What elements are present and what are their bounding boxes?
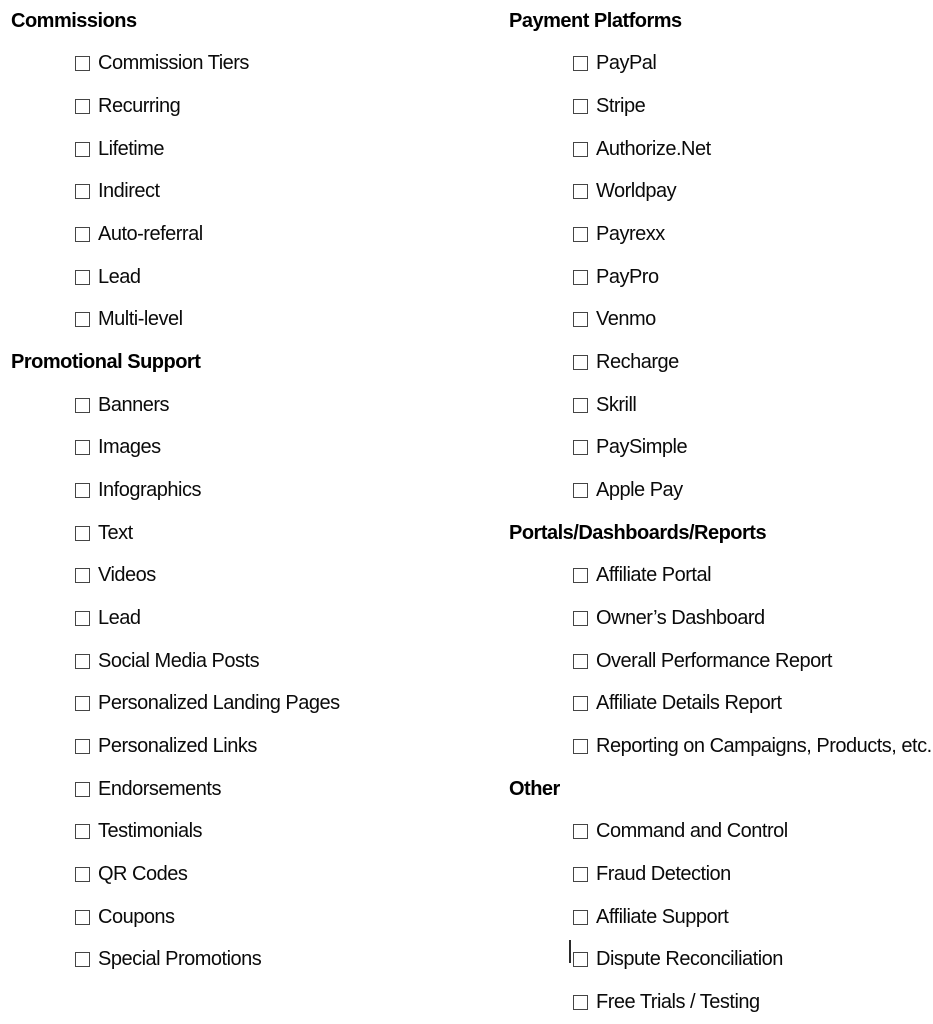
- checkbox-row: [509, 128, 933, 171]
- checkbox-row: [509, 341, 933, 384]
- checkbox-label: Command and Control: [596, 820, 788, 843]
- checkbox-row: [11, 810, 466, 853]
- checkbox-row: [509, 427, 933, 470]
- checkbox[interactable]: [75, 568, 90, 583]
- checkbox-label: Infographics: [98, 479, 201, 502]
- section-header: [509, 0, 933, 43]
- checkbox-label: Affiliate Portal: [596, 564, 712, 587]
- checkbox[interactable]: [573, 952, 588, 967]
- section-title: Other: [509, 777, 560, 800]
- column-left: [11, 0, 466, 981]
- checkbox-row: [11, 384, 466, 427]
- checkbox[interactable]: [75, 184, 90, 199]
- checkbox-label: Personalized Links: [98, 734, 257, 757]
- checkbox-row: [509, 810, 933, 853]
- section-header: [509, 768, 933, 811]
- checkbox[interactable]: [75, 739, 90, 754]
- checkbox[interactable]: [573, 654, 588, 669]
- checkbox-row: [509, 43, 933, 86]
- checkbox-row: [11, 256, 466, 299]
- checkbox[interactable]: [573, 739, 588, 754]
- checkbox-label: Multi-level: [98, 308, 183, 331]
- checkbox-label: Lead: [98, 265, 141, 288]
- checkbox-label: Apple Pay: [596, 479, 683, 502]
- section-header: [11, 0, 466, 43]
- checkbox-label: Owner’s Dashboard: [596, 607, 765, 630]
- checkbox-label: Payrexx: [596, 223, 665, 246]
- checkbox-row: [509, 896, 933, 939]
- checkbox[interactable]: [75, 398, 90, 413]
- checkbox[interactable]: [75, 696, 90, 711]
- checkbox[interactable]: [75, 526, 90, 541]
- checkbox[interactable]: [75, 654, 90, 669]
- checkbox-row: [11, 299, 466, 342]
- checkbox-label: Testimonials: [98, 820, 203, 843]
- checkbox-row: [11, 43, 466, 86]
- checkbox-label: Coupons: [98, 905, 175, 928]
- checkbox-row: [509, 725, 933, 768]
- checkbox[interactable]: [75, 227, 90, 242]
- section-title: Portals/Dashboards/Reports: [509, 521, 767, 544]
- checkbox[interactable]: [75, 483, 90, 498]
- checkbox[interactable]: [573, 142, 588, 157]
- checkbox[interactable]: [75, 142, 90, 157]
- checkbox-label: Affiliate Support: [596, 905, 729, 928]
- checkbox-row: [509, 171, 933, 214]
- section-header: [509, 512, 933, 555]
- checkbox-label: Affiliate Details Report: [596, 692, 782, 715]
- checkbox-row: [11, 896, 466, 939]
- checkbox[interactable]: [573, 696, 588, 711]
- checkbox-row: [11, 725, 466, 768]
- checkbox[interactable]: [75, 56, 90, 71]
- checkbox-label: Indirect: [98, 180, 160, 203]
- checkbox-label: Text: [98, 521, 133, 544]
- checkbox[interactable]: [75, 824, 90, 839]
- checkbox-row: [11, 853, 466, 896]
- checkbox-label: Images: [98, 436, 161, 459]
- checkbox[interactable]: [75, 99, 90, 114]
- checkbox[interactable]: [75, 952, 90, 967]
- checkbox-label: Lifetime: [98, 137, 165, 160]
- checkbox[interactable]: [75, 611, 90, 626]
- checkbox[interactable]: [573, 867, 588, 882]
- checkbox-row: [11, 555, 466, 598]
- checkbox-label: Special Promotions: [98, 948, 262, 971]
- checkbox-label: Social Media Posts: [98, 649, 260, 672]
- checkbox-row: [11, 85, 466, 128]
- checkbox-label: Commission Tiers: [98, 52, 249, 75]
- checkbox-label: Banners: [98, 393, 169, 416]
- checkbox-row: [11, 171, 466, 214]
- checkbox[interactable]: [75, 270, 90, 285]
- checkbox-label: Worldpay: [596, 180, 677, 203]
- section-title: Promotional Support: [11, 351, 201, 374]
- checkbox-label: Videos: [98, 564, 156, 587]
- checkbox[interactable]: [75, 440, 90, 455]
- checkbox[interactable]: [573, 611, 588, 626]
- checkbox-label: Lead: [98, 607, 141, 630]
- checkbox-row: [509, 938, 933, 981]
- checkbox[interactable]: [573, 568, 588, 583]
- checkbox-row: [11, 938, 466, 981]
- checkbox[interactable]: [573, 440, 588, 455]
- checkbox[interactable]: [573, 270, 588, 285]
- checkbox-row: [509, 384, 933, 427]
- checkbox[interactable]: [573, 56, 588, 71]
- checkbox[interactable]: [75, 782, 90, 797]
- checkbox-row: [11, 597, 466, 640]
- checkbox-row: [509, 853, 933, 896]
- checkbox-label: PayPro: [596, 265, 659, 288]
- checkbox-row: [11, 640, 466, 683]
- checkbox-row: [509, 256, 933, 299]
- checkbox-label: Recurring: [98, 95, 181, 118]
- checkbox-row: [509, 683, 933, 726]
- checkbox-label: Venmo: [596, 308, 656, 331]
- checkbox-label: QR Codes: [98, 862, 188, 885]
- checkbox[interactable]: [573, 355, 588, 370]
- section-title: Commissions: [11, 9, 137, 32]
- checkbox-row: [509, 640, 933, 683]
- checkbox-label: Endorsements: [98, 777, 221, 800]
- checkbox[interactable]: [573, 227, 588, 242]
- checkbox[interactable]: [573, 824, 588, 839]
- checkbox[interactable]: [75, 312, 90, 327]
- checkbox-row: [11, 768, 466, 811]
- checkbox-label: Dispute Reconciliation: [596, 948, 783, 971]
- checkbox-row: [509, 299, 933, 342]
- checkbox-label: Personalized Landing Pages: [98, 692, 340, 715]
- checkbox-label: Skrill: [596, 393, 637, 416]
- checkbox[interactable]: [573, 184, 588, 199]
- checkbox-label: Reporting on Campaigns, Products, etc.: [596, 734, 932, 757]
- checkbox-row: [509, 213, 933, 256]
- checkbox-row: [11, 128, 466, 171]
- checkbox[interactable]: [573, 312, 588, 327]
- checkbox[interactable]: [573, 483, 588, 498]
- checkbox-row: [11, 427, 466, 470]
- checkbox[interactable]: [75, 910, 90, 925]
- checkbox-row: [11, 512, 466, 555]
- checkbox-label: Free Trials / Testing: [596, 990, 760, 1013]
- checkbox[interactable]: [573, 910, 588, 925]
- checkbox-row: [11, 683, 466, 726]
- section-header: [11, 341, 466, 384]
- checkbox-label: Authorize.Net: [596, 137, 711, 160]
- checkbox-label: Auto-referral: [98, 223, 203, 246]
- checkbox[interactable]: [573, 99, 588, 114]
- checkbox[interactable]: [75, 867, 90, 882]
- checkbox[interactable]: [573, 995, 588, 1010]
- checkbox-row: [509, 597, 933, 640]
- checkbox-row: [11, 213, 466, 256]
- checkbox-label: Stripe: [596, 95, 646, 118]
- checkbox-row: [509, 85, 933, 128]
- checkbox-row: [11, 469, 466, 512]
- checkbox-row: [509, 469, 933, 512]
- checkbox-row: [509, 555, 933, 598]
- checkbox-label: PaySimple: [596, 436, 688, 459]
- checkbox-row: [509, 981, 933, 1024]
- checkbox-label: Overall Performance Report: [596, 649, 832, 672]
- checkbox-label: Recharge: [596, 351, 679, 374]
- checkbox[interactable]: [573, 398, 588, 413]
- checkbox-label: PayPal: [596, 52, 657, 75]
- column-right: [509, 0, 933, 1024]
- checkbox-label: Fraud Detection: [596, 862, 731, 885]
- section-title: Payment Platforms: [509, 9, 682, 32]
